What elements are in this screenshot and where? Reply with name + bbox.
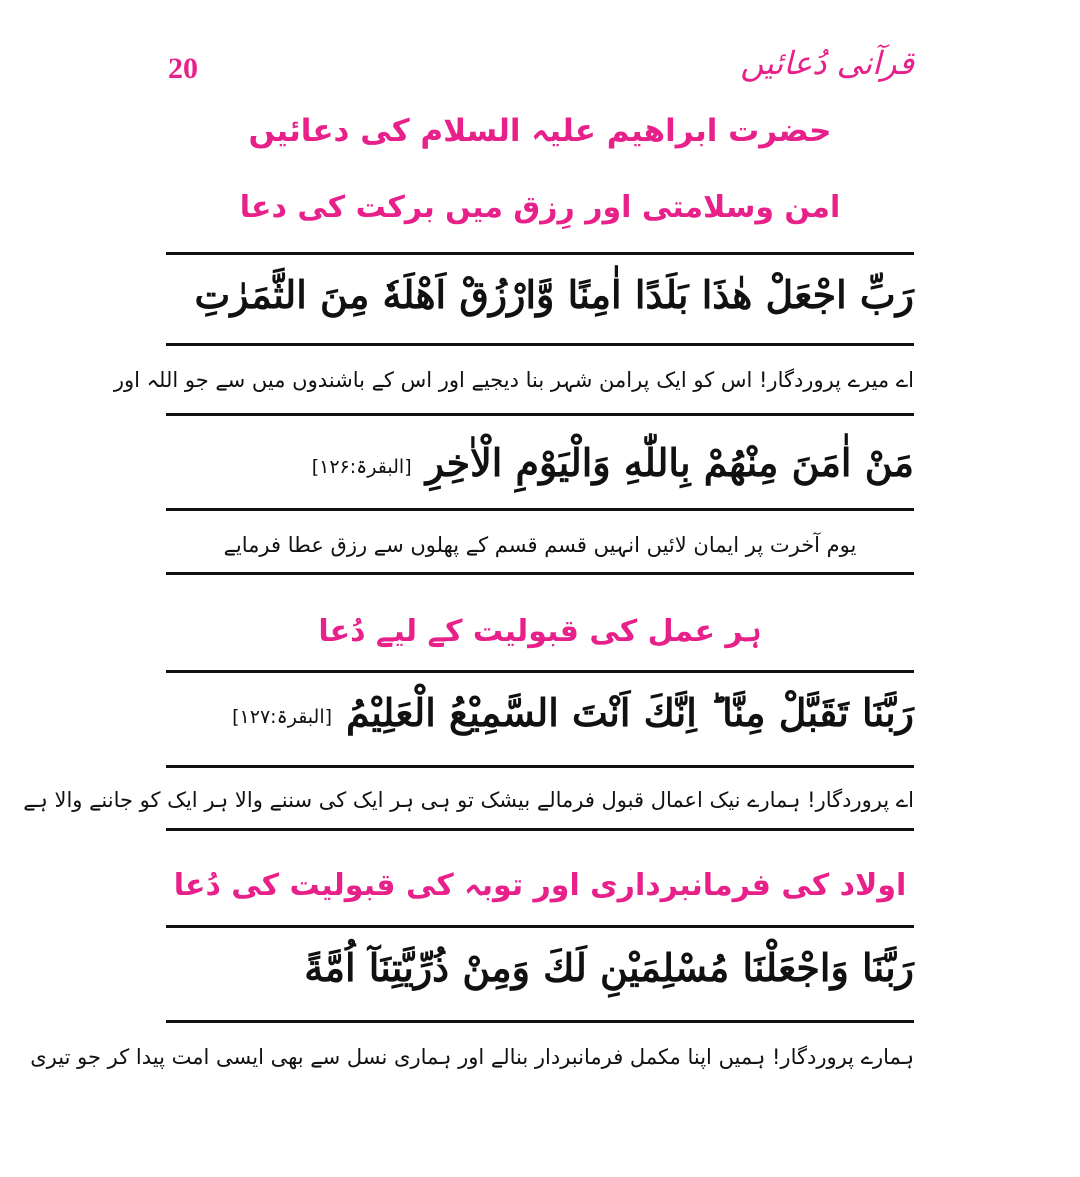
verse-reference: [البقرۃ:۱۲۷] [232,705,333,728]
divider [166,252,914,255]
arabic-verse: رَبَّنَا وَاجْعَلْنَا مُسْلِمَيْنِ لَكَ وَمِنْ ذُرِّيَّتِنَآ اُمَّةً [304,945,914,990]
divider [166,670,914,673]
main-heading: حضرت ابراھیم علیہ السلام کی دعائیں [248,113,832,149]
divider [166,508,914,511]
arabic-verse-text: مَنْ اٰمَنَ مِنْهُمْ بِاللّٰهِ وَالْيَوْمِ الْاٰخِرِ [425,440,914,485]
urdu-translation: اے پروردگار! ہمارے نیک اعمال قبول فرمالے بیشک تو ہی ہر ایک کی سننے والا ہر ایک کو جاننے والا ہے [23,788,914,812]
divider [166,828,914,831]
divider [166,765,914,768]
divider [166,572,914,575]
divider [166,413,914,416]
book-title: قرآنی دُعائیں [740,44,914,82]
page-number: 20 [168,52,198,85]
section-heading-acceptance: ہر عمل کی قبولیت کے لیے دُعا [318,614,762,649]
divider [166,343,914,346]
arabic-verse: رَبِّ اجْعَلْ هٰذَا بَلَدًا اٰمِنًا وَّارْزُقْ اَهْلَهٗ مِنَ الثَّمَرٰتِ [194,272,914,317]
arabic-verse [166,690,914,735]
section-heading-offspring: اولاد کی فرمانبرداری اور توبہ کی قبولیت کی دُعا [173,868,907,903]
urdu-translation: اے میرے پروردگار! اس کو ایک پرامن شہر بنا دیجیے اور اس کے باشندوں میں سے جو اللہ اور [113,368,914,392]
verse-reference: [البقرۃ:۱۲۶] [311,455,412,478]
urdu-translation: ہمارے پروردگار! ہمیں اپنا مکمل فرمانبردار بنالے اور ہماری نسل سے بھی ایسی امت پیدا کر جو تیری [30,1045,914,1069]
arabic-verse [166,440,914,485]
divider [166,1020,914,1023]
urdu-translation: یوم آخرت پر ایمان لائیں انہیں قسم قسم کے پھلوں سے رزق عطا فرمایے [223,533,857,557]
divider [166,925,914,928]
section-heading-peace-rizq: امن وسلامتی اور رِزق میں برکت کی دعا [239,190,841,225]
arabic-verse-text: رَبَّنَا تَقَبَّلْ مِنَّا ؕ اِنَّكَ اَنْتَ السَّمِيْعُ الْعَلِيْمُ [346,690,914,735]
